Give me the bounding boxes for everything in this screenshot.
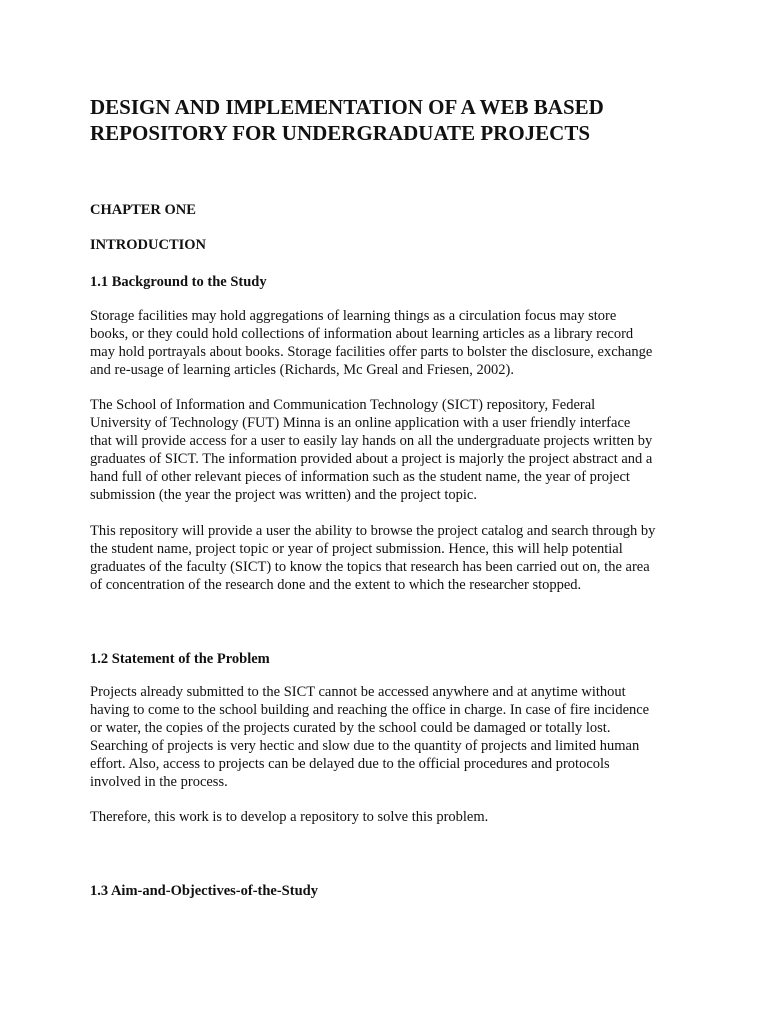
- paragraph-line: or water, the copies of the projects curated by the school could be damaged or totally lost.: [90, 719, 611, 736]
- section-1-1-heading: 1.1 Background to the Study: [90, 274, 267, 290]
- paragraph-line: the student name, project topic or year of project submission. Hence, this will help potential: [90, 540, 623, 557]
- paragraph-line: This repository will provide a user the ability to browse the project catalog and search through by: [90, 523, 656, 539]
- background-paragraph-3: [90, 523, 682, 595]
- background-paragraph-2: [90, 397, 682, 504]
- chapter-heading: CHAPTER ONE: [90, 202, 196, 218]
- section-1-3-heading: 1.3 Aim-and-Objectives-of-the-Study: [90, 883, 318, 899]
- paragraph-line: books, or they could hold collections of information about learning articles as a library record: [90, 325, 634, 342]
- background-paragraph-1: [90, 308, 682, 380]
- paragraph-line: of concentration of the research done and the extent to which the researcher stopped.: [90, 576, 582, 593]
- paragraph-line: hand full of other relevant pieces of information such as the student name, the year of project: [90, 468, 630, 485]
- paragraph-line: having to come to the school building and reaching the office in charge. In case of fire incidence: [90, 701, 650, 718]
- paragraph-line: graduates of the faculty (SICT) to know the topics that research has been carried out on, the area: [90, 558, 650, 575]
- paragraph-line: Therefore, this work is to develop a repository to solve this problem.: [90, 809, 489, 825]
- introduction-heading: INTRODUCTION: [90, 237, 207, 253]
- paragraph-line: involved in the process.: [90, 773, 228, 790]
- paragraph-line: Storage facilities may hold aggregations of learning things as a circulation focus may store: [90, 308, 617, 324]
- document-title: [90, 94, 690, 146]
- title-line: REPOSITORY FOR UNDERGRADUATE PROJECTS: [90, 121, 591, 145]
- paragraph-line: University of Technology (FUT) Minna is an online application with a user friendly interface: [90, 414, 631, 431]
- paragraph-line: The School of Information and Communication Technology (SICT) repository, Federal: [90, 397, 596, 413]
- paragraph-line: that will provide access for a user to easily lay hands on all the undergraduate projects written by: [90, 432, 653, 449]
- problem-paragraph-1: [90, 684, 682, 791]
- paragraph-line: may hold portrayals about books. Storage facilities offer parts to bolster the disclosure, exchange: [90, 343, 653, 360]
- paragraph-line: effort. Also, access to projects can be delayed due to the official procedures and protocols: [90, 755, 610, 772]
- paragraph-line: Searching of projects is very hectic and slow due to the quantity of projects and limited human: [90, 737, 640, 754]
- paragraph-line: submission (the year the project was written) and the project topic.: [90, 486, 477, 503]
- problem-paragraph-2: [90, 809, 682, 827]
- paragraph-line: Projects already submitted to the SICT cannot be accessed anywhere and at anytime without: [90, 684, 626, 700]
- paragraph-line: graduates of SICT. The information provided about a project is majorly the project abstract and a: [90, 450, 653, 467]
- paragraph-line: and re-usage of learning articles (Richards, Mc Greal and Friesen, 2002).: [90, 361, 514, 378]
- title-line: DESIGN AND IMPLEMENTATION OF A WEB BASED: [90, 95, 604, 119]
- section-1-2-heading: 1.2 Statement of the Problem: [90, 651, 270, 667]
